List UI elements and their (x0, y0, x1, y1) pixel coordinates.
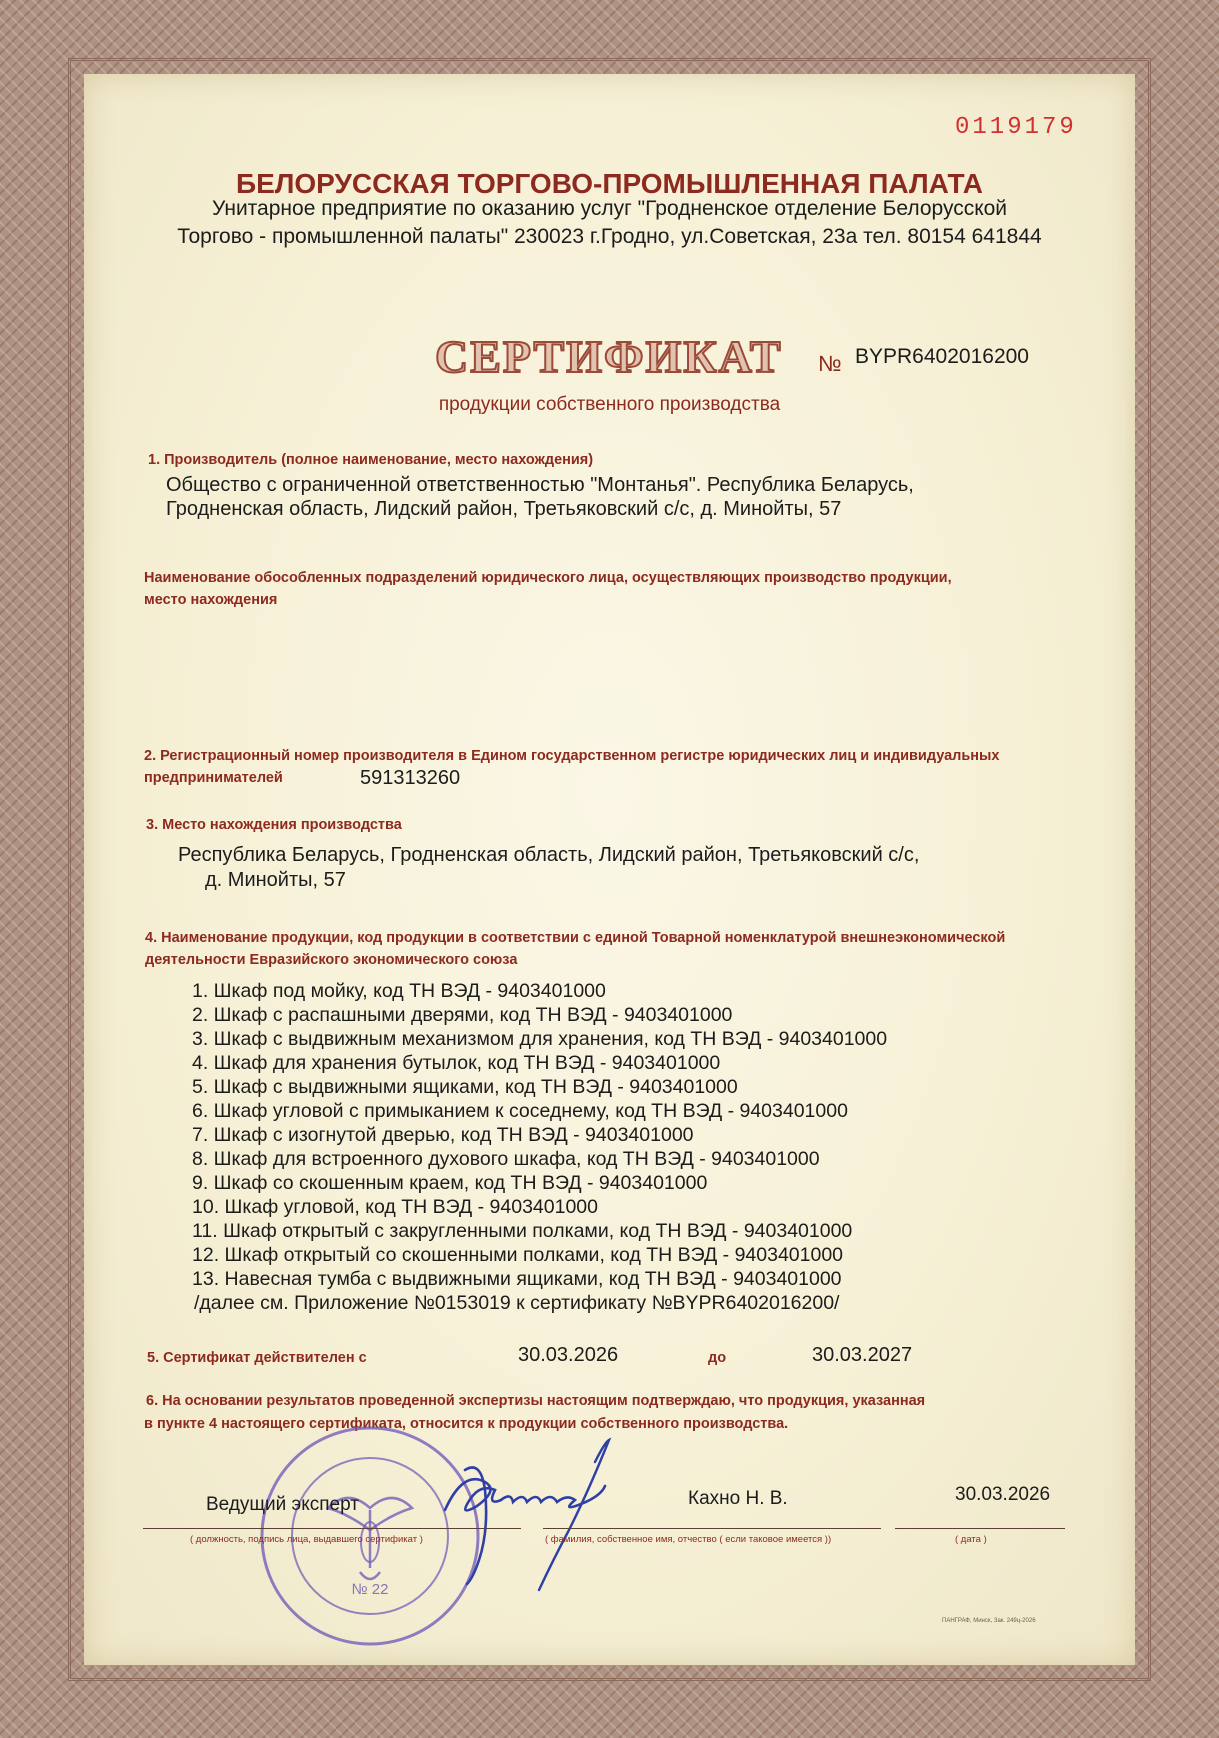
certificate-title: СЕРТИФИКАТ (435, 331, 783, 382)
stamp-number: № 22 (351, 1581, 389, 1598)
caption-date: ( дата ) (955, 1534, 987, 1545)
section-1-label: 1. Производитель (полное наименование, место нахождения) (148, 452, 594, 468)
product-item: 13. Навесная тумба с выдвижными ящиками, код ТН ВЭД - 9403401000 (192, 1268, 842, 1290)
unit-line-1: Унитарное предприятие по оказанию услуг "Гродненское отделение Белорусской (211, 197, 1008, 220)
product-item: 8. Шкаф для встроенного духового шкафа, код ТН ВЭД - 9403401000 (192, 1148, 820, 1170)
section-4-label-1: 4. Наименование продукции, код продукции в соответствии с единой Товарной номенклатурой внешнеэкономической (145, 930, 1006, 946)
product-item: 11. Шкаф открытый с закругленными полками, код ТН ВЭД - 9403401000 (192, 1220, 853, 1242)
product-item: 12. Шкаф открытый со скошенными полками, код ТН ВЭД - 9403401000 (192, 1244, 844, 1266)
registration-number: 591313260 (360, 767, 461, 789)
serial-number: 0119179 (955, 114, 1077, 141)
section-5-label: 5. Сертификат действителен с (147, 1350, 367, 1366)
date-line (895, 1528, 1065, 1529)
production-location-2: д. Минойты, 57 (205, 869, 346, 891)
product-item: 3. Шкаф с выдвижным механизмом для хранения, код ТН ВЭД - 9403401000 (192, 1028, 888, 1050)
signer-name: Кахно Н. В. (688, 1488, 788, 1509)
product-item: 9. Шкаф со скошенным краем, код ТН ВЭД - 9403401000 (192, 1172, 708, 1194)
product-item: 4. Шкаф для хранения бутылок, код ТН ВЭД - 9403401000 (192, 1052, 721, 1074)
producer-line-2: Гродненская область, Лидский район, Третьяковский с/с, д. Минойты, 57 (166, 498, 842, 520)
name-line (543, 1528, 881, 1529)
product-item: 1. Шкаф под мойку, код ТН ВЭД - 9403401000 (192, 980, 606, 1002)
product-item: 2. Шкаф с распашными дверями, код ТН ВЭД - 9403401000 (192, 1004, 733, 1026)
product-item: 7. Шкаф с изогнутой дверью, код ТН ВЭД - 9403401000 (192, 1124, 694, 1146)
certificate-subtitle: продукции собственного производства (438, 394, 781, 415)
appendix-note: /далее см. Приложение №0153019 к сертификату №BYPR6402016200/ (194, 1292, 840, 1314)
caption-position: ( должность, подпись лица, выдавшего сертификат ) (190, 1534, 423, 1545)
producer-line-1: Общество с ограниченной ответственностью "Монтанья". Республика Беларусь, (166, 474, 914, 496)
valid-from-date: 30.03.2026 (518, 1344, 619, 1366)
section-6-line-1: 6. На основании результатов проведенной экспертизы настоящим подтверждаю, что продукция, указанная (146, 1393, 926, 1409)
signer-position: Ведущий эксперт (206, 1494, 359, 1515)
organization-title: БЕЛОРУССКАЯ ТОРГОВО-ПРОМЫШЛЕННАЯ ПАЛАТА (235, 168, 984, 199)
signature (425, 1432, 660, 1597)
position-line (143, 1528, 521, 1529)
subdivisions-label-2: место нахождения (144, 592, 278, 608)
product-item: 10. Шкаф угловой, код ТН ВЭД - 9403401000 (192, 1196, 598, 1218)
section-4-label-2: деятельности Евразийского экономического союза (145, 952, 518, 968)
section-6-line-2: в пункте 4 настоящего сертификата, относится к продукции собственного производства. (144, 1416, 789, 1432)
production-location-1: Республика Беларусь, Гродненская область, Лидский район, Третьяковский с/с, (178, 844, 920, 866)
product-item: 5. Шкаф с выдвижными ящиками, код ТН ВЭД - 9403401000 (192, 1076, 738, 1098)
section-3-label: 3. Место нахождения производства (146, 817, 402, 833)
certificate-number: BYPR6402016200 (855, 345, 1029, 368)
signature-date: 30.03.2026 (955, 1484, 1051, 1505)
number-sign: № (818, 351, 842, 376)
subdivisions-label-1: Наименование обособленных подразделений юридического лица, осуществляющих производство продукции, (144, 570, 952, 586)
product-item: 6. Шкаф угловой с примыканием к соседнему, код ТН ВЭД - 9403401000 (192, 1100, 848, 1122)
valid-to-label: до (708, 1350, 727, 1366)
valid-to-date: 30.03.2027 (812, 1344, 913, 1366)
caption-name: ( фамилия, собственное имя, отчество ( если таковое имеется )) (545, 1534, 832, 1545)
printer-note: ПАНГРАФ, Минск, Зак. 249ц-2026 (942, 1618, 1036, 1624)
section-2-label-1: 2. Регистрационный номер производителя в Едином государственном регистре юридических лиц и индивидуальных (144, 748, 1000, 764)
section-2-label-2: предпринимателей (144, 770, 283, 786)
unit-line-2: Торгово - промышленной палаты" 230023 г.Гродно, ул.Советская, 23а тел. 80154 641844 (177, 225, 1042, 248)
